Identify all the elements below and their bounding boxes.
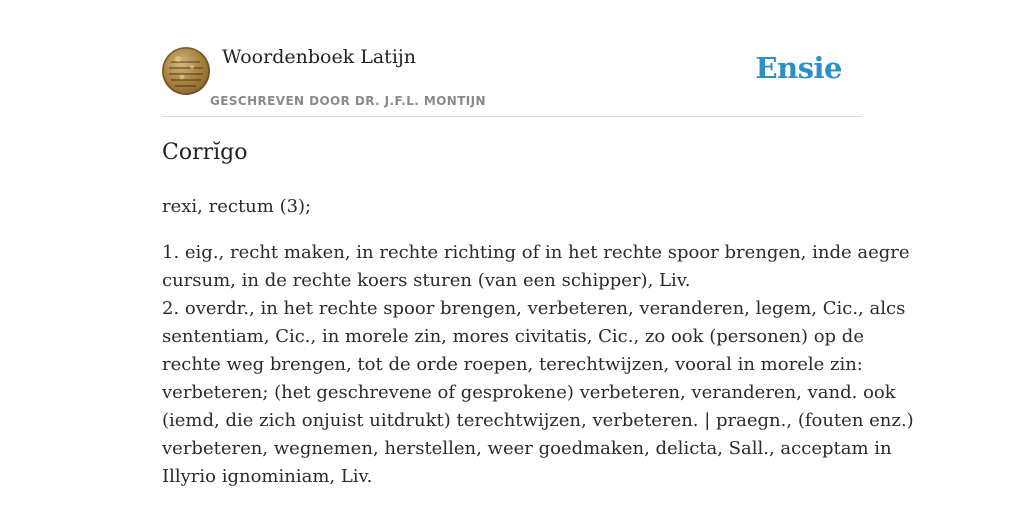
definition-line: Illyrio ignominiam, Liv. [162,466,373,487]
definition-line: (iemd, die zich onjuist uitdrukt) terechtwijzen, verbeteren. | praegn., (fouten enz.) [162,410,914,431]
definition-text [162,239,914,491]
definition-line: 2. overdr., in het rechte spoor brengen, verbeteren, veranderen, legem, Cic., alcs [162,298,906,319]
definition-line: verbeteren, wegnemen, herstellen, weer goedmaken, delicta, Sall., acceptam in [162,438,892,459]
page-header [162,0,862,117]
definition-line: 1. eig., recht maken, in rechte richting of in het rechte spoor brengen, inde aegre [162,242,910,263]
page-container [162,0,914,487]
word-forms: rexi, rectum (3); [162,196,312,217]
coin-inscription-icon[interactable] [162,47,210,95]
definition-line: sententiam, Cic., in morele zin, mores civitatis, Cic., zo ook (personen) op de [162,326,864,347]
ensie-logo[interactable]: Ensie [755,51,842,85]
author-line: GESCHREVEN DOOR DR. J.F.L. MONTIJN [210,94,486,108]
definition-line: rechte weg brengen, tot de orde roepen, terechtwijzen, vooral in morele zin: [162,354,863,375]
definition-line: verbeteren; (het geschrevene of gesprokene) verbeteren, veranderen, vand. ook [162,382,896,403]
definition-line: cursum, in de rechte koers sturen (van een schipper), Liv. [162,270,691,291]
headword: Corrĭgo [162,140,248,165]
book-title[interactable]: Woordenboek Latijn [222,46,417,68]
